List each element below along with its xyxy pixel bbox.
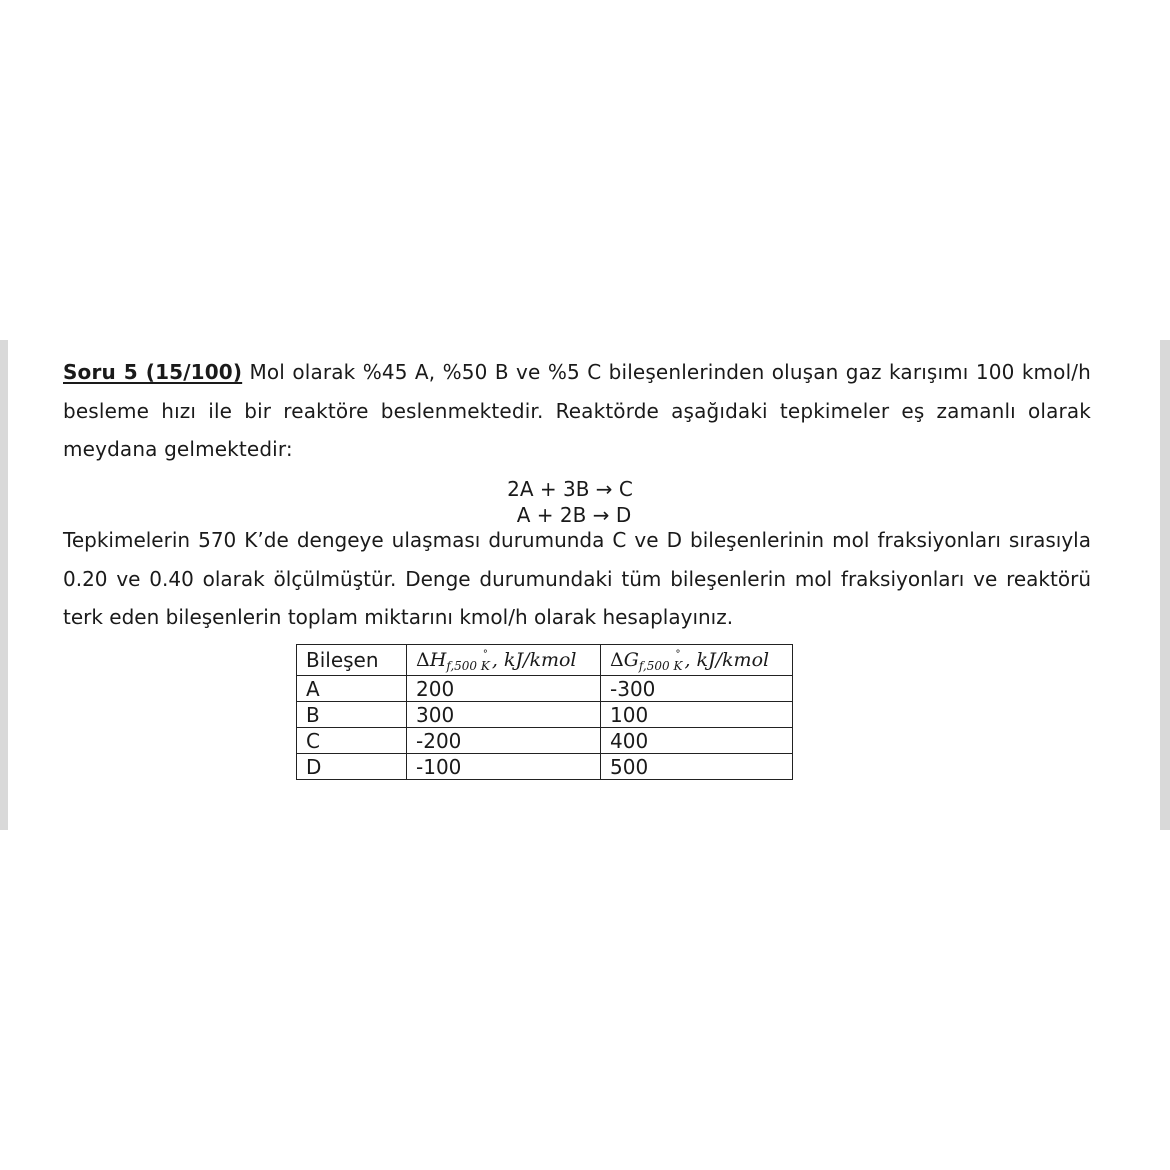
header-enthalpy-delta: Δ <box>416 649 430 671</box>
question-intro: Mol olarak %45 A, %50 B ve %5 C bileşenlerinden oluşan gaz karışımı 100 kmol/h besleme hızı ile bir reaktöre beslenmektedir. Reaktörde aşağıdaki tepkimeler eş zamanlı olarak meydana gelmektedir: <box>63 360 1091 461</box>
header-enthalpy-sup: ° <box>482 649 488 660</box>
cell-component: D <box>297 754 407 780</box>
header-enthalpy <box>407 645 601 676</box>
cell-component: A <box>297 676 407 702</box>
table-row <box>297 728 793 754</box>
header-enthalpy-symbol: H <box>429 649 447 671</box>
table-row <box>297 676 793 702</box>
cell-enthalpy: -200 <box>407 728 601 754</box>
cell-gibbs: 500 <box>601 754 793 780</box>
header-gibbs-delta: Δ <box>610 649 624 671</box>
page-edge-right <box>1160 340 1170 830</box>
header-gibbs-symbol: G <box>623 649 639 671</box>
page-edge-left <box>0 340 8 830</box>
header-gibbs-sub: f,500 K <box>638 659 683 673</box>
header-component: Bileşen <box>297 645 407 676</box>
thermo-data-table <box>296 644 793 780</box>
cell-gibbs: 100 <box>601 702 793 728</box>
question-text <box>63 353 1091 469</box>
header-gibbs-sup: ° <box>675 649 681 660</box>
header-enthalpy-unit: , kJ/kmol <box>491 649 577 671</box>
cell-gibbs: 400 <box>601 728 793 754</box>
reaction-1: 2A + 3B → C <box>507 477 633 501</box>
cell-enthalpy: 300 <box>407 702 601 728</box>
header-gibbs-unit: , kJ/kmol <box>684 649 770 671</box>
cell-component: B <box>297 702 407 728</box>
reaction-2: A + 2B → D <box>516 503 632 527</box>
cell-enthalpy: -100 <box>407 754 601 780</box>
table-row <box>297 702 793 728</box>
question-heading: Soru 5 (15/100) <box>63 360 243 384</box>
question-body <box>63 521 1091 637</box>
header-gibbs <box>601 645 793 676</box>
table-row <box>297 754 793 780</box>
cell-component: C <box>297 728 407 754</box>
header-enthalpy-sub: f,500 K <box>446 659 490 673</box>
question-body-text: Tepkimelerin 570 K’de dengeye ulaşması durumunda C ve D bileşenlerinin mol fraksiyonları sırasıyla 0.20 ve 0.40 olarak ölçülmüştür. Denge durumundaki tüm bileşenlerin mol fraksiyonları ve reaktörü terk eden bileşenlerin toplam miktarını kmol/h olarak hesaplayınız. <box>63 528 1091 629</box>
cell-enthalpy: 200 <box>407 676 601 702</box>
cell-gibbs: -300 <box>601 676 793 702</box>
table-header-row <box>297 645 793 676</box>
